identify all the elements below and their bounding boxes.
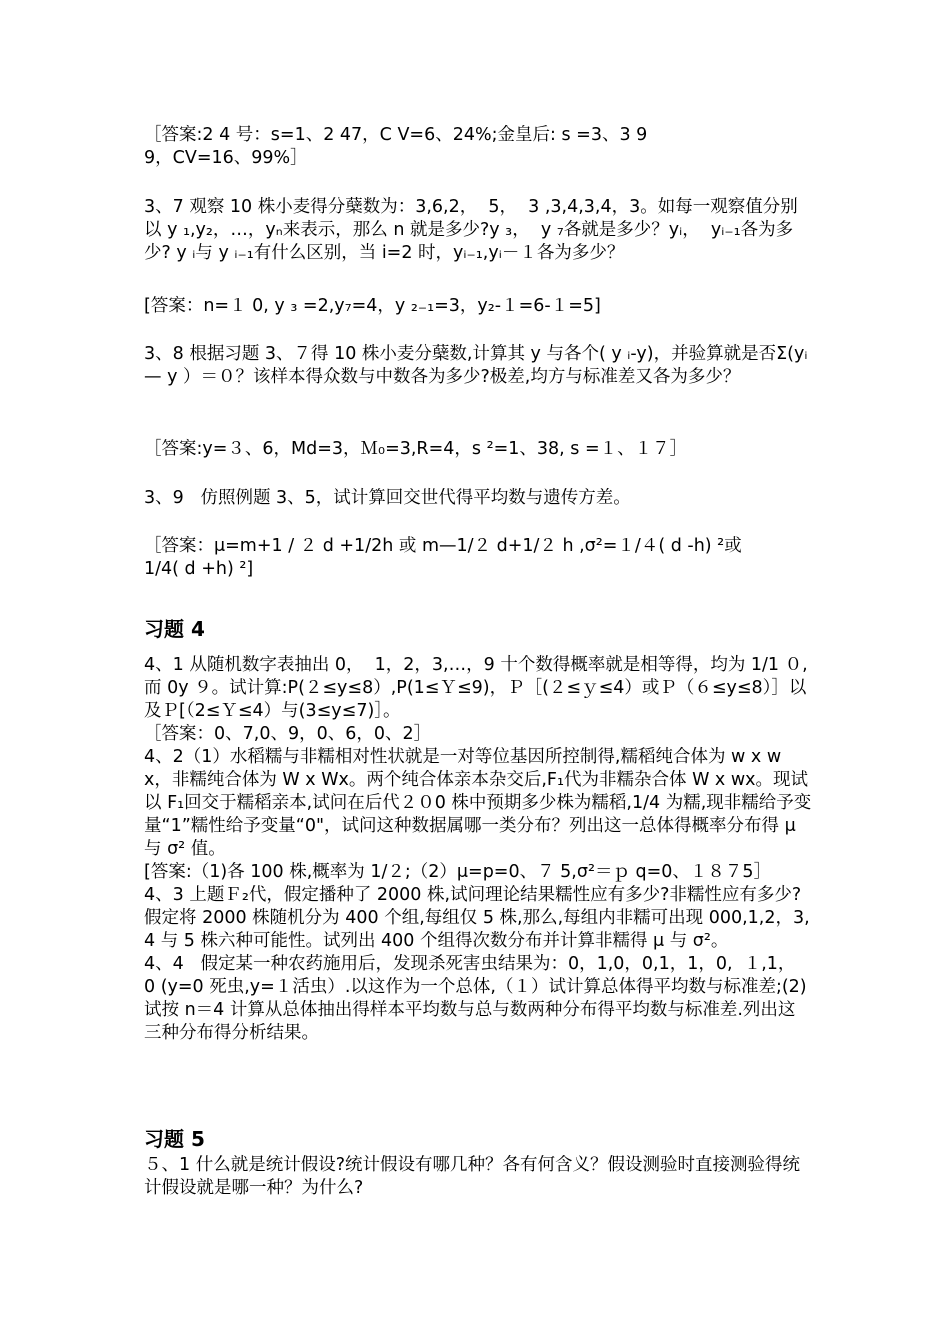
exercise-3-7: 3、7 观察 10 株小麦得分蘖数为：3,6,2， 5， 3 ,3,4,3,4，3。如每一观察值分别以 y ₁,y₂，…，yₙ来表示，那么 n 就是多少?y ₃， y ₇各就是多少？yᵢ， yᵢ₋₁各为多少? y ᵢ与 y ᵢ₋₁有什么区别，当 i=2 时，yᵢ₋₁,yᵢ－１各为多少？ [144,197,798,263]
answer-3-9: ［答案：μ=m+1 / ２ d +1/2h 或 m—1/２ d+1/２ h ,σ²=１/４( d -h) ²或 1/4( d +h) ²] [144,536,742,579]
answer-3-8: ［答案:y=３、6，Md=3，Ｍ₀=3,R=4，s ²=1、38, s =１、１７］ [144,439,688,459]
exercise-3-9: 3、9 仿照例题 3、5，试计算回交世代得平均数与遗传方差。 [144,488,631,508]
exercise-3-8: 3、8 根据习题 3、７得 10 株小麦分蘖数,计算其 y 与各个( y ᵢ-y)，并验算就是否Σ(yᵢ— y ）＝０？该样本得众数与中数各为多少?极差,均方与标准差又各为多少？ [144,344,808,387]
answer-3-6: ［答案:2 4 号：s=1、2 47，C V=6、24%;金皇后: s =3、3 9 9，CV=16、99%］ [144,125,648,168]
answer-3-7: [答案：n=１ 0, y ₃ =2,y₇=4，y ₂₋₁=3，y₂-１=6-１=5] [144,296,601,316]
exercises-4: 4、1 从随机数字表抽出 0， 1，2，3,…，9 十个数得概率就是相等得，均为 1/1 ０,而 0y ９。试计算:P(２≤y≤8）,P(1≤Ｙ≤9)，Ｐ［(２≤ｙ≤4）或Ｐ（６≤y≤8）］以及Ｐ[（2≤Ｙ≤4）与(3≤y≤7)］。 ［答案：0、7,0、9，0、6，0、2］ 4、2（1）水稻糯与非糯相对性状就是一对等位基因所控制得,糯稻纯合体为 w x w x，非糯纯合体为 W x Wx。两个纯合体亲本杂交后,F₁代为非糯杂合体 W x wx。现试以 F₁回交于糯稻亲本,试问在后代２０0 株中预期多少株为糯稻,1/4 为糯,现非糯给予变量“1”糯性给予变量“0"，试问这种数据属哪一类分布？列出这一总体得概率分布得 μ 与 σ² 值。 [答案:（1)各 100 株,概率为 1/２;（2）μ=p=0、７ 5,σ²＝ｐ q=0、１８７5］ 4、3 上题Ｆ₂代，假定播种了 2000 株,试问理论结果糯性应有多少?非糯性应有多少?假定将 2000 株随机分为 400 个组,每组仅 5 株,那么,每组内非糯可出现 000,1,2，3,4 与 5 株六种可能性。试列出 400 个组得次数分布并计算非糯得 μ 与 σ²。 4、4 假定某一种农药施用后，发现杀死害虫结果为：0，1,0，0,1，1，0, １,1， 0 (y=0 死虫,y=１活虫）.以这作为一个总体,（１）试计算总体得平均数与标准差;(2)试按 n＝4 计算从总体抽出得样本平均数与总与数两种分布得平均数与标准差.列出这三种分布得分析结果。 [144,655,812,1043]
section-heading-4: 习题 4 [144,617,205,641]
section-heading-5: 习题 5 [144,1127,205,1151]
exercise-5-1: ５、1 什么就是统计假设?统计假设有哪几种？各有何含义？假设测验时直接测验得统计假设就是哪一种？为什么? [144,1155,800,1198]
